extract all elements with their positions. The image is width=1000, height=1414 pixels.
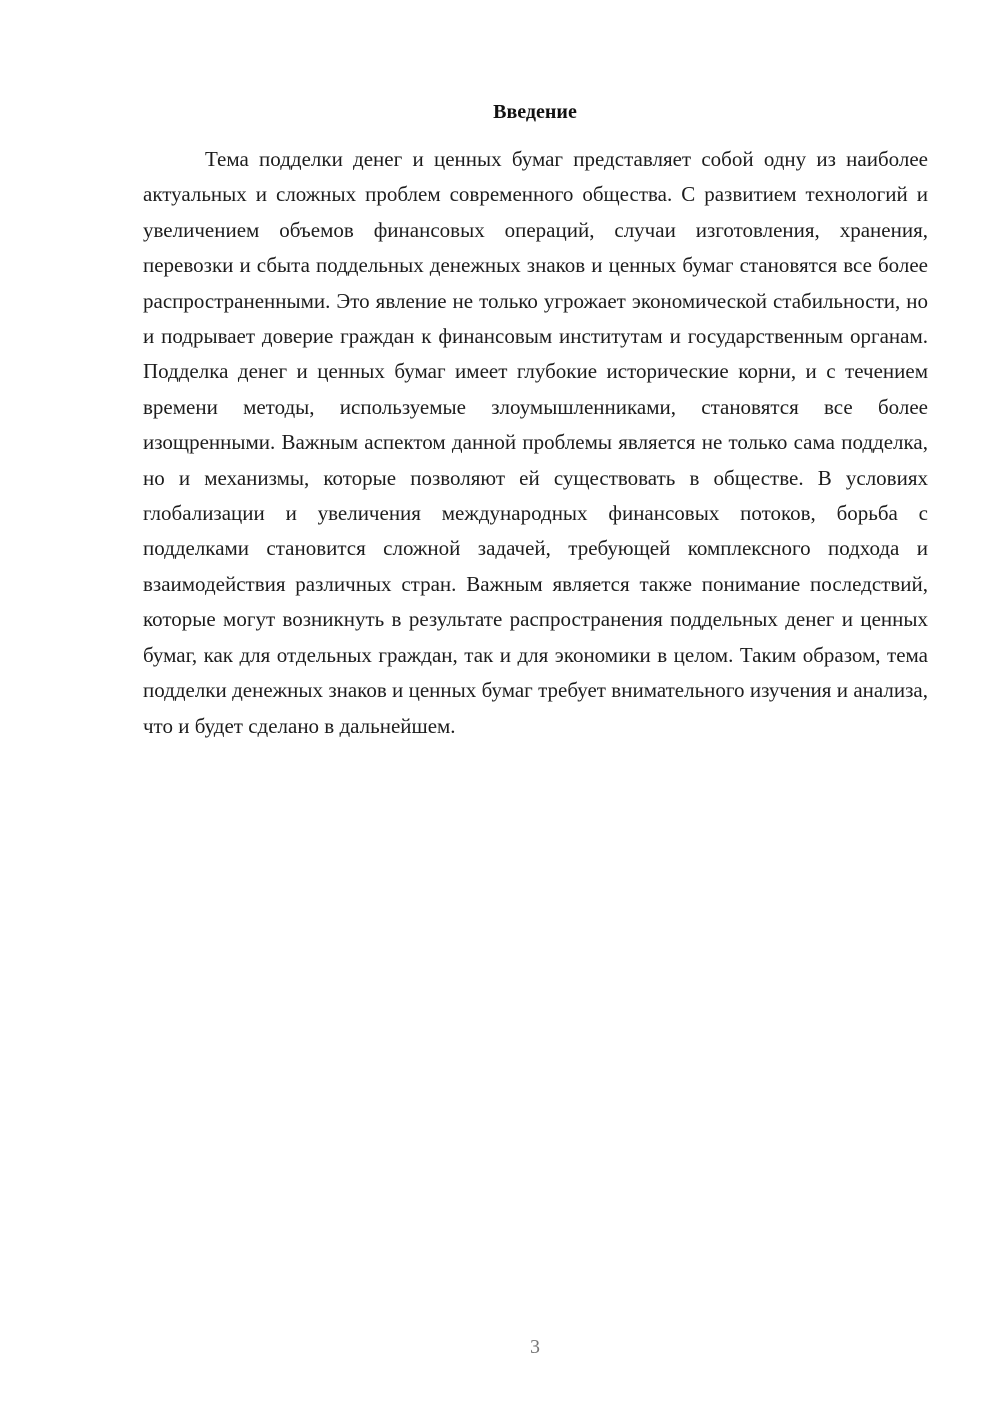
section-heading: Введение [493, 101, 577, 123]
body-paragraph: Тема подделки денег и ценных бумаг представляет собой одну из наиболее актуальных и сложных проблем современного общества. С развитием технологий и увеличением объемов финансовых операций, случаи изготовления, хранения, перевозки и сбыта поддельных денежных знаков и ценных бумаг становятся все более распространенными. Это явление не только угрожает экономической стабильности, но и подрывает доверие граждан к финансовым институтам и государственным органам. Подделка денег и ценных бумаг имеет глубокие исторические корни, и с течением времени методы, используемые злоумышленниками, становятся все более изощренными. Важным аспектом данной проблемы является не только сама подделка, но и механизмы, которые позволяют ей существовать в обществе. В условиях глобализации и увеличения международных финансовых потоков, борьба с подделками становится сложной задачей, требующей комплексного подхода и взаимодействия различных стран. Важным является также понимание последствий, которые могут возникнуть в результате распространения поддельных денег и ценных бумаг, как для отдельных граждан, так и для экономики в целом. Таким образом, тема подделки денежных знаков и ценных бумаг требует внимательного изучения и анализа, что и будет сделано в дальнейшем. [143, 147, 928, 738]
page-number: 3 [530, 1336, 540, 1358]
